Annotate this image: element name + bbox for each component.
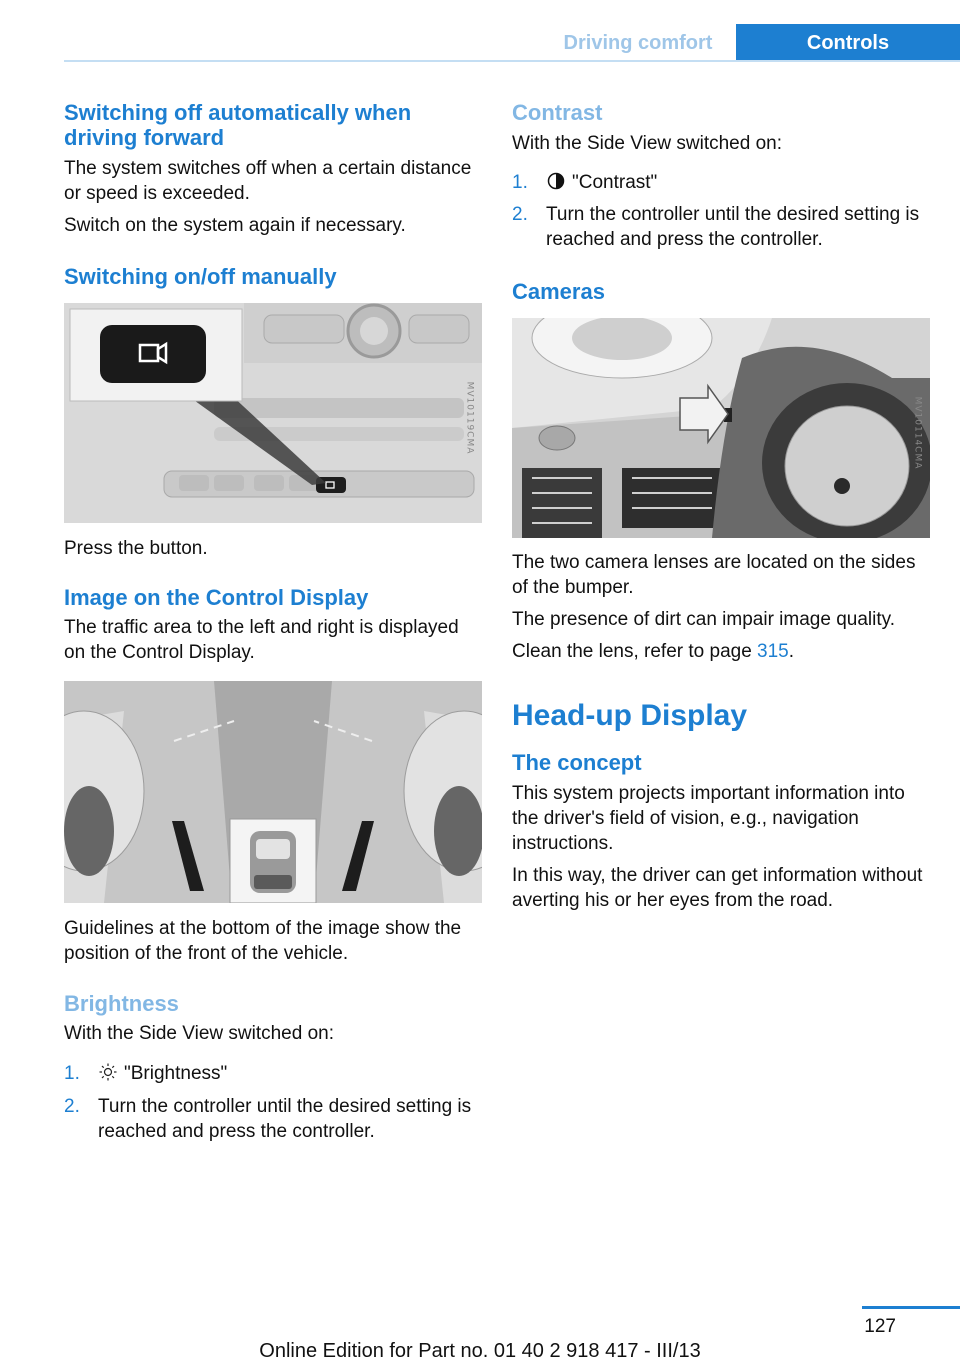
footer-rule (862, 1306, 960, 1309)
figure-code: MV10119CMA (464, 381, 475, 455)
caption-guidelines: Guidelines at the bottom of the image show the position of the front of the vehicle. (64, 918, 462, 964)
step-number: 2. (64, 1096, 80, 1117)
step-number: 2. (512, 204, 528, 225)
paragraph-brightness-intro: With the Side View switched on: (64, 1023, 335, 1044)
list-item (64, 1094, 482, 1144)
paragraph-information-without-averting: In this way, the driver can get information without averting his or her eyes from the road. (512, 865, 923, 911)
paragraph-traffic-area: The traffic area to the left and right is displayed on the Control Display. (64, 617, 459, 663)
contrast-steps (512, 170, 930, 252)
right-column (512, 100, 930, 913)
brightness-steps (64, 1061, 482, 1144)
list-item (512, 202, 930, 252)
header-chapter-tab: Controls (736, 24, 960, 62)
heading-cameras: Cameras (512, 279, 605, 304)
heading-contrast: Contrast (512, 100, 603, 125)
left-column (64, 100, 482, 1144)
heading-image-control-display: Image on the Control Display (64, 585, 369, 610)
step-text: "Brightness" (124, 1063, 228, 1084)
header-section-title: Driving comfort (563, 32, 713, 54)
paragraph-switch-on-again: Switch on the system again if necessary. (64, 215, 406, 236)
caption-press-button: Press the button. (64, 538, 208, 559)
clean-lens-suffix: . (788, 641, 795, 662)
step-number: 1. (512, 172, 528, 193)
paragraph-contrast-intro: With the Side View switched on: (512, 133, 783, 154)
paragraph-concept: This system projects important information into the driver's field of vision, e.g., navigation instructions. (512, 783, 905, 854)
contrast-icon (546, 170, 566, 195)
heading-the-concept: The concept (512, 750, 642, 775)
step-text: Turn the controller until the desired setting is reached and press the controller. (98, 1096, 472, 1142)
list-item (512, 170, 930, 195)
paragraph-camera-lenses: The two camera lenses are located on the sides of the bumper. (512, 552, 916, 598)
heading-head-up-display: Head-up Display (512, 699, 748, 732)
figure-camera-location (512, 318, 930, 538)
paragraph-switch-off-condition: The system switches off when a certain distance or speed is exceeded. (64, 158, 472, 204)
sun-icon (98, 1061, 118, 1086)
step-text: "Contrast" (572, 172, 658, 193)
step-number: 1. (64, 1063, 80, 1084)
list-item (64, 1061, 482, 1086)
figure-code: MV10114CMA (912, 396, 923, 470)
figure-control-display-image (64, 681, 482, 903)
heading-switching-off-automatically: Switching off automatically when driving forward (64, 100, 412, 150)
heading-brightness: Brightness (64, 991, 179, 1016)
heading-switching-manually: Switching on/off manually (64, 264, 337, 289)
footer-edition: Online Edition for Part no. 01 40 2 918 417 - III/13 (259, 1340, 701, 1362)
step-text: Turn the controller until the desired setting is reached and press the controller. (546, 204, 920, 250)
header-rule (64, 60, 960, 62)
clean-lens-text: Clean the lens, refer to page (512, 641, 758, 662)
page-number: 127 (864, 1316, 896, 1337)
page-reference-link[interactable]: 315 (757, 641, 789, 662)
figure-side-view-button (64, 303, 482, 523)
paragraph-dirt: The presence of dirt can impair image quality. (512, 609, 895, 630)
paragraph-clean-lens (512, 639, 930, 664)
